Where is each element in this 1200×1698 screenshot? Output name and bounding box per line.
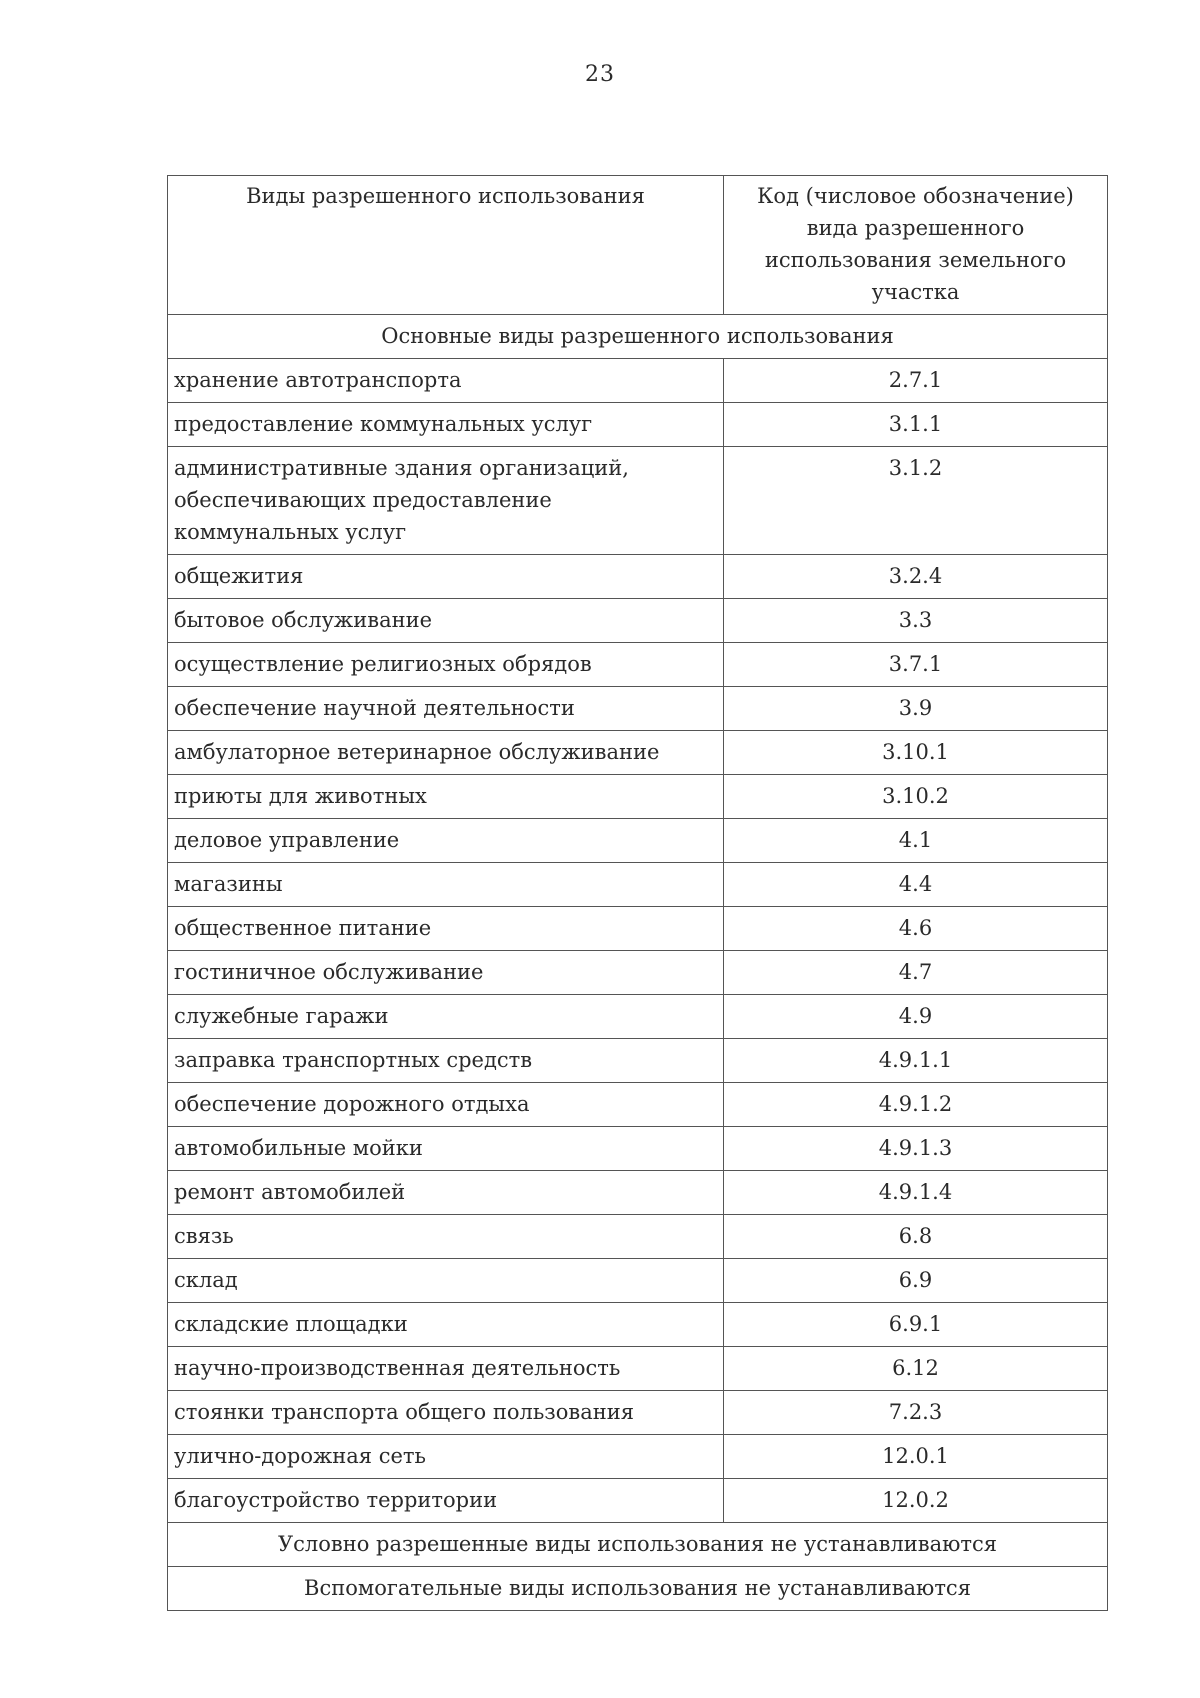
use-name-cell: обеспечение научной деятельности [168, 687, 724, 731]
table-row [168, 995, 1108, 1039]
use-name-cell: связь [168, 1215, 724, 1259]
table-row [168, 863, 1108, 907]
use-name-cell: административные здания организаций, обеспечивающих предоставление коммунальных услуг [168, 447, 724, 555]
use-code-cell: 3.1.2 [724, 447, 1108, 555]
use-code-cell: 4.6 [724, 907, 1108, 951]
table-row [168, 643, 1108, 687]
use-code-cell: 3.9 [724, 687, 1108, 731]
table-row [168, 1391, 1108, 1435]
use-code-cell: 3.10.2 [724, 775, 1108, 819]
table-row [168, 1303, 1108, 1347]
use-name-cell: обеспечение дорожного отдыха [168, 1083, 724, 1127]
table-row [168, 687, 1108, 731]
use-name-cell: гостиничное обслуживание [168, 951, 724, 995]
use-name-cell: хранение автотранспорта [168, 359, 724, 403]
use-name-cell: приюты для животных [168, 775, 724, 819]
use-code-cell: 4.4 [724, 863, 1108, 907]
table-row [168, 447, 1108, 555]
table-row [168, 1215, 1108, 1259]
use-name-cell: предоставление коммунальных услуг [168, 403, 724, 447]
table-row [168, 1039, 1108, 1083]
use-code-cell: 4.9.1.1 [724, 1039, 1108, 1083]
use-code-cell: 12.0.2 [724, 1479, 1108, 1523]
use-name-cell: осуществление религиозных обрядов [168, 643, 724, 687]
table-row [168, 1127, 1108, 1171]
use-code-cell: 4.9 [724, 995, 1108, 1039]
table-row [168, 951, 1108, 995]
use-code-cell: 3.7.1 [724, 643, 1108, 687]
use-name-cell: общежития [168, 555, 724, 599]
table-body [168, 315, 1108, 1523]
page-number: 23 [585, 62, 615, 87]
use-name-cell: служебные гаражи [168, 995, 724, 1039]
use-code-cell: 3.1.1 [724, 403, 1108, 447]
use-code-cell: 4.9.1.3 [724, 1127, 1108, 1171]
use-code-cell: 3.2.4 [724, 555, 1108, 599]
use-name-cell: общественное питание [168, 907, 724, 951]
use-code-cell: 4.9.1.4 [724, 1171, 1108, 1215]
use-code-cell: 2.7.1 [724, 359, 1108, 403]
use-code-cell: 4.7 [724, 951, 1108, 995]
use-code-cell: 3.10.1 [724, 731, 1108, 775]
use-code-cell: 6.8 [724, 1215, 1108, 1259]
table-row [168, 403, 1108, 447]
section-auxiliary-uses [168, 1567, 1108, 1611]
table-row [168, 555, 1108, 599]
use-name-cell: магазины [168, 863, 724, 907]
table-row [168, 1083, 1108, 1127]
use-name-cell: склад [168, 1259, 724, 1303]
use-code-cell: 4.1 [724, 819, 1108, 863]
use-code-cell: 6.12 [724, 1347, 1108, 1391]
use-name-cell: деловое управление [168, 819, 724, 863]
use-name-cell: улично-дорожная сеть [168, 1435, 724, 1479]
table-row [168, 359, 1108, 403]
use-name-cell: стоянки транспорта общего пользования [168, 1391, 724, 1435]
land-use-table [167, 175, 1108, 1611]
table-row [168, 1435, 1108, 1479]
use-code-cell: 3.3 [724, 599, 1108, 643]
use-code-cell: 4.9.1.2 [724, 1083, 1108, 1127]
table-row [168, 731, 1108, 775]
use-code-cell: 7.2.3 [724, 1391, 1108, 1435]
use-name-cell: научно-производственная деятельность [168, 1347, 724, 1391]
use-name-cell: бытовое обслуживание [168, 599, 724, 643]
section-conditional-uses [168, 1523, 1108, 1567]
use-name-cell: складские площадки [168, 1303, 724, 1347]
use-code-cell: 6.9.1 [724, 1303, 1108, 1347]
use-name-cell: ремонт автомобилей [168, 1171, 724, 1215]
use-code-cell: 12.0.1 [724, 1435, 1108, 1479]
use-code-cell: 6.9 [724, 1259, 1108, 1303]
table-row [168, 775, 1108, 819]
auxiliary-uses-note: Вспомогательные виды использования не устанавливаются [168, 1567, 1108, 1611]
table-row [168, 907, 1108, 951]
use-name-cell: благоустройство территории [168, 1479, 724, 1523]
section-main-uses-title: Основные виды разрешенного использования [168, 315, 1108, 359]
section-main-uses [168, 315, 1108, 359]
table-row [168, 1259, 1108, 1303]
conditional-uses-note: Условно разрешенные виды использования не устанавливаются [168, 1523, 1108, 1567]
header-use-types: Виды разрешенного использования [168, 176, 724, 315]
table-row [168, 1347, 1108, 1391]
use-name-cell: амбулаторное ветеринарное обслуживание [168, 731, 724, 775]
table-row [168, 1171, 1108, 1215]
table-header-row [168, 176, 1108, 315]
header-use-code: Код (числовое обозначение) вида разрешенного использования земельного участка [724, 176, 1108, 315]
table-row [168, 599, 1108, 643]
use-name-cell: автомобильные мойки [168, 1127, 724, 1171]
table-row [168, 1479, 1108, 1523]
use-name-cell: заправка транспортных средств [168, 1039, 724, 1083]
table-row [168, 819, 1108, 863]
